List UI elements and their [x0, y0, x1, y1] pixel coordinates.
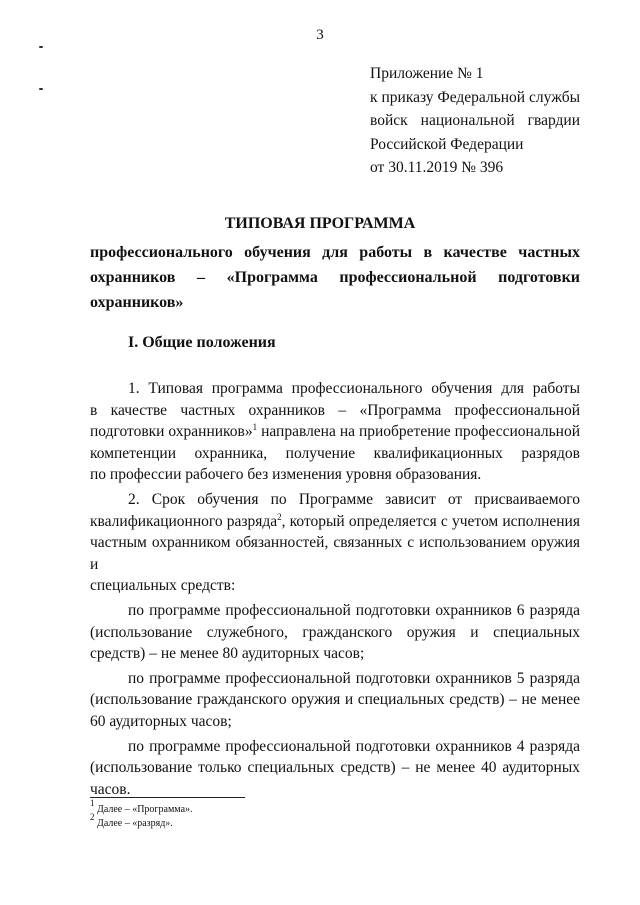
document-title: ТИПОВАЯ ПРОГРАММА: [224, 215, 416, 232]
footnotes: [90, 798, 193, 831]
body-line: 60 аудиторных часов;: [90, 712, 232, 730]
section-heading: I. Общие положения: [128, 334, 276, 351]
body-text: подготовки охранников»: [90, 423, 253, 441]
subtitle-line: профессионального обучения для работы в качестве частных: [90, 244, 580, 261]
footnote-number: 1: [90, 798, 95, 808]
body-line: по программе профессиональной подготовки охранников 4 разряда: [128, 737, 580, 755]
body-text: квалификационного разряда: [90, 512, 278, 530]
footnote-number: 2: [90, 812, 95, 822]
body-text: , который определяется с учетом исполнения: [281, 512, 580, 530]
appendix-line: Российской Федерации: [370, 135, 524, 153]
footnote-divider: [90, 797, 245, 798]
body-line: компетенции охранника, получение квалификационных разрядов: [90, 444, 580, 462]
page-number: 3: [316, 27, 324, 43]
body-line: по профессии рабочего без изменения уровня образования.: [90, 466, 482, 484]
document-subtitle: [90, 240, 580, 315]
appendix-line: Приложение № 1: [370, 65, 484, 82]
subtitle-line: охранников»: [90, 294, 184, 311]
footnote-text: Далее – «Программа».: [94, 804, 193, 815]
footnote-ref: 1: [252, 422, 258, 433]
document-body: [90, 378, 580, 800]
body-line: (использование только специальных средств) – не менее 40 аудиторных: [90, 759, 580, 777]
body-line: специальных средств:: [90, 577, 236, 595]
appendix-line: к приказу Федеральной службы: [370, 88, 580, 106]
appendix-line: от 30.11.2019 № 396: [370, 159, 504, 176]
appendix-line: войск национальной гвардии: [370, 112, 580, 129]
body-line: часов.: [90, 780, 131, 798]
body-line: по программе профессиональной подготовки охранников 6 разряда: [128, 601, 580, 619]
subtitle-line: охранников – «Программа профессиональной подготовки: [90, 269, 580, 286]
body-line: по программе профессиональной подготовки охранников 5 разряда: [128, 669, 580, 687]
appendix-block: [370, 62, 580, 180]
body-line: средств) – не менее 80 аудиторных часов;: [90, 645, 365, 663]
body-line: в качестве частных охранников – «Программа профессиональной: [90, 401, 580, 419]
body-line: частным охранником обязанностей, связанных с использованием оружия и: [90, 534, 580, 573]
body-line: 1. Типовая программа профессионального обучения для работы: [128, 380, 580, 397]
scan-mark: [39, 88, 43, 90]
footnote-text: Далее – «разряд».: [94, 818, 173, 829]
body-text: направлена на приобретение профессиональной: [257, 423, 580, 441]
body-line: [90, 421, 580, 443]
scan-mark: [39, 46, 43, 48]
body-line: (использование служебного, гражданского оружия и специальных: [90, 623, 580, 641]
body-line: 2. Срок обучения по Программе зависит от присваиваемого: [128, 490, 580, 508]
footnote: [90, 812, 193, 831]
footnote-ref: 2: [277, 511, 282, 522]
body-line: [90, 511, 580, 533]
footnote: [90, 798, 193, 817]
body-line: (использование гражданского оружия и специальных средств) – не менее: [90, 691, 580, 709]
